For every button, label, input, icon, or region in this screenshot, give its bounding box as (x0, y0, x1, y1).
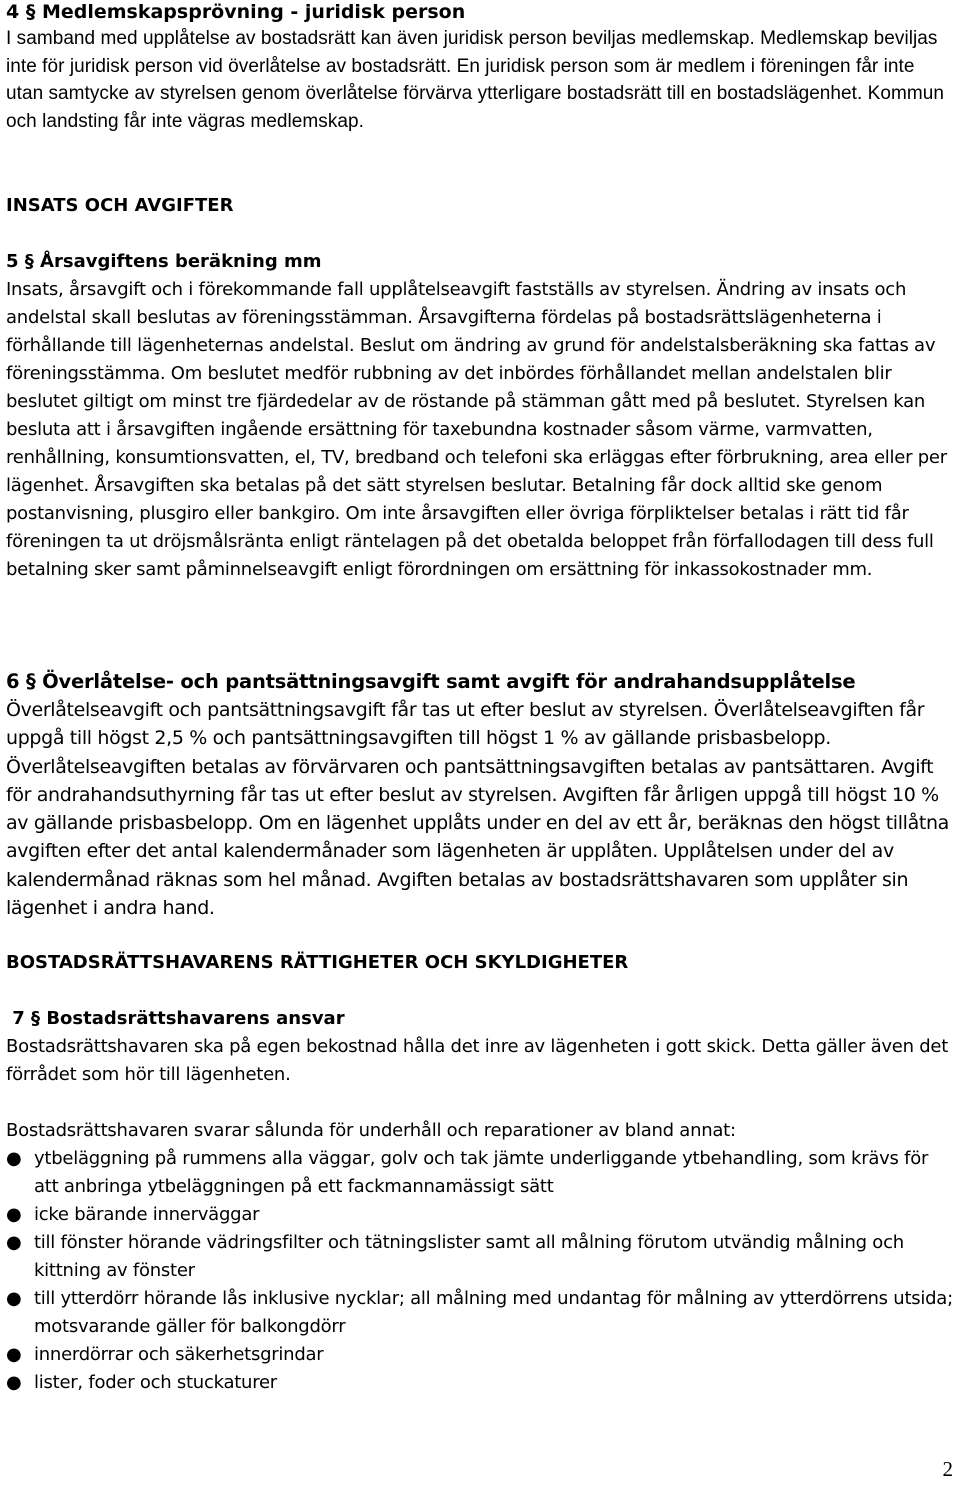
section-6-heading: 6 § Överlåtelse- och pantsättningsavgift samt avgift för andrahandsupplåtelse (6, 670, 856, 693)
rights-heading-block (6, 949, 956, 977)
list-item: ● till fönster hörande vädringsfilter och tätningslister samt all målning förutom utvändig målning och kittning av fönster (6, 1229, 956, 1285)
rights-heading: BOSTADSRÄTTSHAVARENS RÄTTIGHETER OCH SKYLDIGHETER (6, 952, 629, 973)
section-7-text: Bostadsrättshavaren ska på egen bekostnad hålla det inre av lägenheten i gott skick. Detta gäller även det förrådet som hör till lägenheten. (6, 1036, 949, 1085)
bullet-icon: ● (6, 1372, 22, 1393)
section-7 (6, 1005, 956, 1089)
section-4 (6, 0, 956, 135)
section-7-heading: 7 § Bostadsrättshavarens ansvar (6, 1008, 345, 1029)
insats-section-heading-block (6, 192, 956, 220)
page-number: 2 (942, 1457, 953, 1481)
section-4-heading: 4 § Medlemskapsprövning - juridisk person (6, 1, 466, 23)
bullet-icon: ● (6, 1288, 22, 1309)
bullet-icon: ● (6, 1344, 22, 1365)
section-6 (6, 668, 956, 922)
section-5-text: Insats, årsavgift och i förekommande fall upplåtelseavgift fastställs av styrelsen. Ändring av insats och andelstal skall beslutas av föreningsstämman. Årsavgifterna fördelas på bostadsrättslägenheterna i förhållande till lägenheternas andelstal. Beslut om ändring av grund för andelstalsberäkning ska fattas av föreningsstämma. Om beslutet medför rubbning av det inbördes förhållandet mellan andelstalen blir beslutet giltigt om minst tre fjärdedelar av de röstande på stämman gått med på beslutet. Styrelsen kan besluta att i årsavgiften ingående ersättning för taxebundna kostnader såsom värme, varmvatten, renhållning, konsumtionsvatten, el, TV, bredband och telefoni ska erläggas efter förbrukning, area eller per lägenhet. Årsavgiften ska betalas på det sätt styrelsen beslutar. Betalning får dock alltid ske genom postanvisning, plusgiro eller bankgiro. Om inte årsavgiften eller övriga förpliktelser betalas i rätt tid får föreningen ta ut dröjsmålsränta enligt räntelagen på det obetalda beloppet från förfallodagen till dess full betalning sker samt påminnelseavgift enligt förordningen om ersättning för inkassokostnader mm. (6, 279, 947, 580)
bullet-icon: ● (6, 1232, 22, 1253)
list-item: ● lister, foder och stuckaturer (6, 1369, 956, 1397)
section-7-list-block (6, 1117, 956, 1397)
list-item: ● innerdörrar och säkerhetsgrindar (6, 1341, 956, 1369)
responsibility-list (6, 1145, 956, 1397)
bullet-icon: ● (6, 1204, 22, 1225)
list-item: ● icke bärande innerväggar (6, 1201, 956, 1229)
section-5-heading: 5 § Årsavgiftens beräkning mm (6, 251, 322, 272)
insats-heading: INSATS OCH AVGIFTER (6, 195, 234, 216)
section-6-text: Överlåtelseavgift och pantsättningsavgift får tas ut efter beslut av styrelsen. Överlåtelseavgiften får uppgå till högst 2,5 % och pantsättningsavgiften till högst 1 % av gällande prisbasbelopp. Överlåtelseavgiften betalas av förvärvaren och pantsättningsavgiften betalas av pantsättaren. Avgift för andrahandsuthyrning får tas ut efter beslut av styrelsen. Avgiften får årligen uppgå till högst 10 % av gällande prisbasbelopp. Om en lägenhet upplåts under en del av ett år, beräknas den högst tillåtna avgiften efter det antal kalendermånader som lägenheten är upplåten. Upplåtelsen under del av kalendermånad räknas som hel månad. Avgiften betalas av bostadsrättshavaren som upplåter sin lägenhet i andra hand. (6, 699, 949, 920)
list-item: ● till ytterdörr hörande lås inklusive nycklar; all målning med undantag för målning av ytterdörrens utsida; motsvarande gäller för balkongdörr (6, 1285, 956, 1341)
section-5 (6, 248, 956, 584)
section-7-intro: Bostadsrättshavaren svarar sålunda för underhåll och reparationer av bland annat: (6, 1120, 736, 1141)
bullet-icon: ● (6, 1148, 22, 1169)
list-item: ● ytbeläggning på rummens alla väggar, golv och tak jämte underliggande ytbehandling, som krävs för att anbringa ytbeläggningen på ett fackmannamässigt sätt (6, 1145, 956, 1201)
section-4-text: I samband med upplåtelse av bostadsrätt kan även juridisk person beviljas medlemskap. Medlemskap beviljas inte för juridisk person vid överlåtelse av bostadsrätt. En juridisk person som är medlem i föreningen får inte utan samtycke av styrelsen genom överlåtelse förvärva ytterligare bostadsrätt till en bostadslägenhet. Kommun och landsting får inte vägras medlemskap. (6, 28, 944, 132)
